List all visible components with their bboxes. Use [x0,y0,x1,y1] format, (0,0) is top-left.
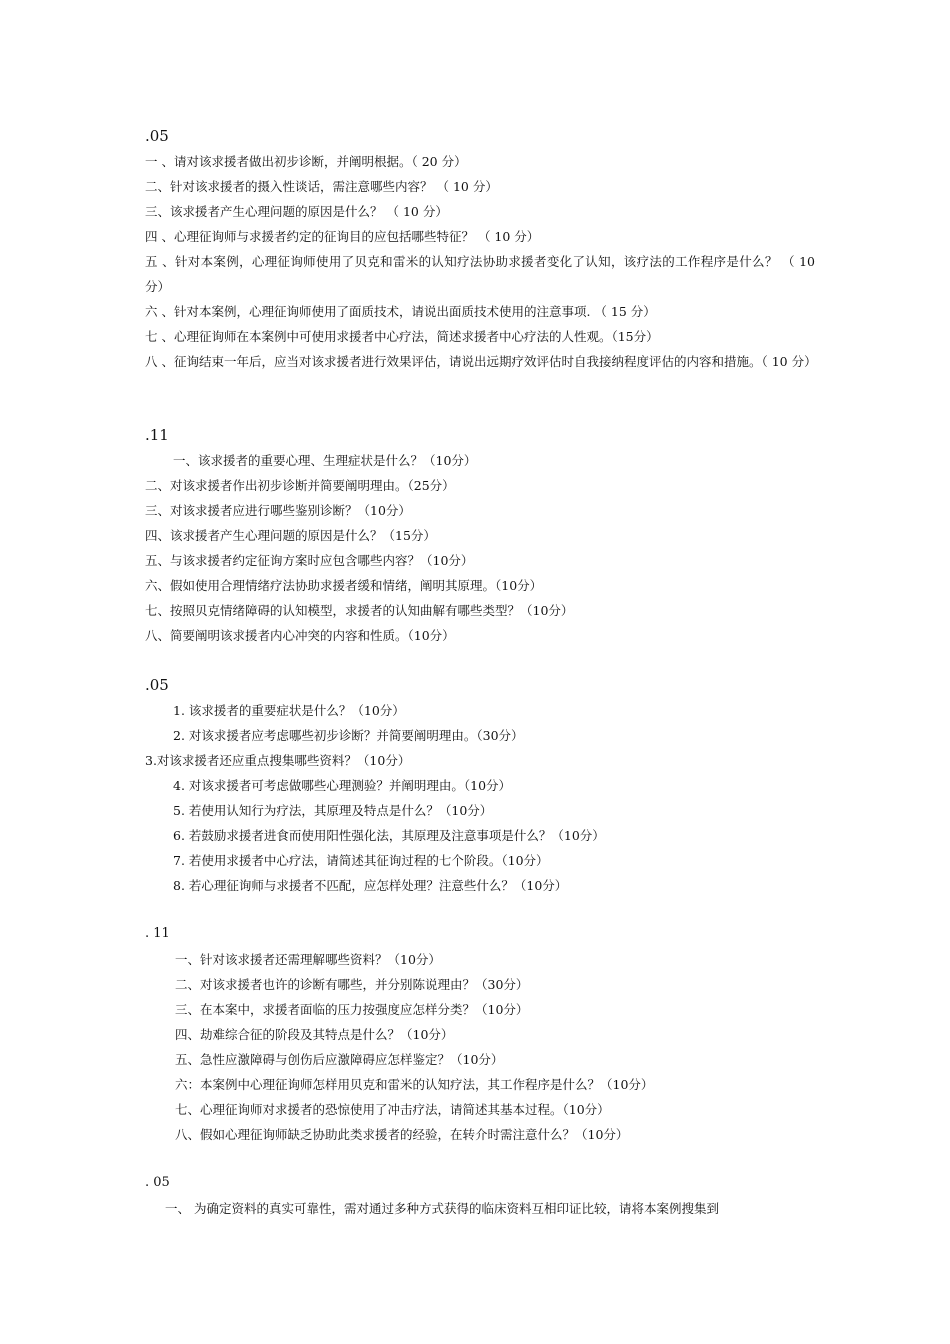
exam-section-5 [145,1174,815,1221]
question-item: 一、 为确定资料的真实可靠性，需对通过多种方式获得的临床资料互相印证比较，请将本案例搜集到 [165,1201,719,1216]
question-item: 4. 对该求援者可考虑做哪些心理测验？并阐明理由。（10分） [173,778,512,793]
question-item: 八、简要阐明该求援者内心冲突的内容和性质。（10分） [145,628,455,643]
section-title: . 05 [145,1175,170,1190]
question-item: 6. 若鼓励求援者进食而使用阳性强化法，其原理及注意事项是什么？（10分） [173,828,605,843]
question-item: 七 、心理征询师在本案例中可使用求援者中心疗法，简述求援者中心疗法的人性观。（15分） [145,329,659,344]
exam-section-1 [145,127,815,374]
section-title: .05 [145,127,169,145]
question-item: 五 、针对本案例，心理征询师使用了贝克和雷米的认知疗法协助求援者变化了认知，该疗法的工作程序是什么？ （ 10 分） [145,254,815,294]
question-item: 二、针对该求援者的摄入性谈话，需注意哪些内容？ （ 10 分） [145,179,498,194]
question-item: 一、该求援者的重要心理、生理症状是什么？（10分） [173,453,477,468]
exam-section-2 [145,426,815,648]
exam-section-3 [145,676,815,898]
question-item: 五、急性应激障碍与创伤后应激障碍应怎样鉴定？（10分） [175,1052,504,1067]
section-title: .05 [145,676,169,694]
question-item: 六：本案例中心理征询师怎样用贝克和雷米的认知疗法，其工作程序是什么？（10分） [175,1077,654,1092]
question-item: 一、针对该求援者还需理解哪些资料？（10分） [175,952,441,967]
section-title: .11 [145,426,169,444]
question-item: 四、劫难综合征的阶段及其特点是什么？（10分） [175,1027,454,1042]
question-item: 2. 对该求援者应考虑哪些初步诊断？并简要阐明理由。（30分） [173,728,524,743]
question-item: 二、对该求援者也许的诊断有哪些，并分别陈说理由？（30分） [175,977,529,992]
question-item: 二、对该求援者作出初步诊断并简要阐明理由。（25分） [145,478,455,493]
question-item: 1. 该求援者的重要症状是什么？（10分） [173,703,405,718]
question-item: 四 、心理征询师与求援者约定的征询目的应包括哪些特征？ （ 10 分） [145,229,540,244]
question-item: 三、对该求援者应进行哪些鉴别诊断？（10分） [145,503,411,518]
question-item: 六、假如使用合理情绪疗法协助求援者缓和情绪，阐明其原理。（10分） [145,578,543,593]
question-item: 四、该求援者产生心理问题的原因是什么？（15分） [145,528,436,543]
question-item: 七、按照贝克情绪障碍的认知模型，求援者的认知曲解有哪些类型？（10分） [145,603,574,618]
question-item: 三、该求援者产生心理问题的原因是什么？ （ 10 分） [145,204,448,219]
question-item: 3.对该求援者还应重点搜集哪些资料？（10分） [145,753,411,768]
question-item: 三、在本案中，求援者面临的压力按强度应怎样分类？（10分） [175,1002,529,1017]
question-item: 五、与该求援者约定征询方案时应包含哪些内容？（10分） [145,553,474,568]
section-title: . 11 [145,926,170,941]
question-item: 一 、请对该求援者做出初步诊断，并阐明根据。（ 20 分） [145,154,467,169]
question-item: 六 、针对本案例，心理征询师使用了面质技术，请说出面质技术使用的注意事项. （ 15 分） [145,304,656,319]
question-item: 八、假如心理征询师缺乏协助此类求援者的经验，在转介时需注意什么？（10分） [175,1127,629,1142]
question-item: 5. 若使用认知行为疗法，其原理及特点是什么？（10分） [173,803,493,818]
question-item: 8. 若心理征询师与求援者不匹配，应怎样处理？注意些什么？（10分） [173,878,568,893]
exam-section-4 [145,925,815,1147]
question-item: 七、心理征询师对求援者的恐惊使用了冲击疗法，请简述其基本过程。（10分） [175,1102,610,1117]
question-item: 八 、征询结束一年后，应当对该求援者进行效果评估，请说出远期疗效评估时自我接纳程度评估的内容和措施。（ 10 分） [145,354,817,369]
question-item: 7. 若使用求援者中心疗法，请简述其征询过程的七个阶段。（10分） [173,853,549,868]
